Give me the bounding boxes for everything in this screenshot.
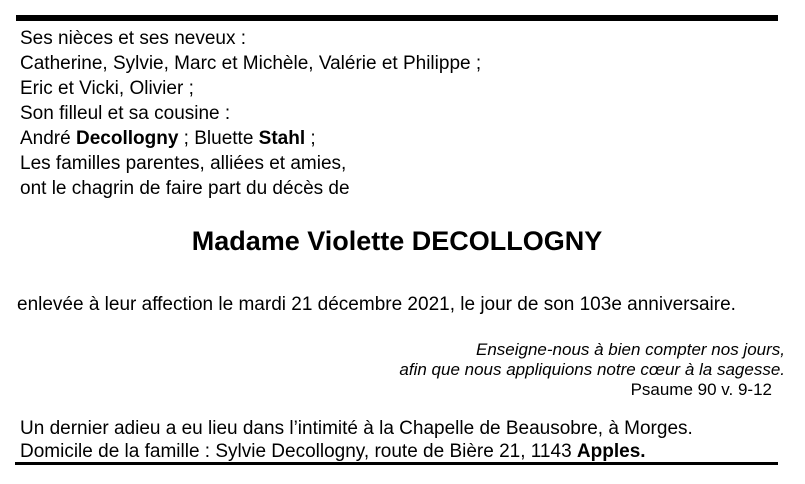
cousin-first-name: ; Bluette [178, 128, 259, 149]
family-address-line [20, 440, 693, 463]
grief-line: ont le chagrin de faire part du décès de [20, 178, 350, 199]
deceased-name-title: Madame Violette DECOLLOGNY [191, 226, 603, 256]
relatives-heading-line: Ses nièces et ses neveux : [20, 28, 247, 49]
farewell-ceremony-line: Un dernier adieu a eu lieu dans l’intimité à la Chapelle de Beausobre, à Morges. [20, 418, 693, 439]
bottom-rule [15, 462, 778, 465]
family-address-text: Domicile de la famille : Sylvie Decollogny, route de Bière 21, 1143 [20, 441, 577, 462]
nieces-nephews-line: Catherine, Sylvie, Marc et Michèle, Valérie et Philippe ; [20, 53, 482, 74]
family-address-town: Apples. [576, 441, 646, 462]
godson-cousin-line [20, 126, 481, 151]
quote-line-2: afin que nous appliquions notre cœur à la sagesse. [399, 360, 785, 379]
scripture-quote-block [399, 340, 785, 400]
families-line: Les familles parentes, alliées et amies, [20, 153, 347, 174]
quote-line-1: Enseigne-nous à bien compter nos jours, [475, 340, 785, 359]
closing-block [20, 417, 693, 463]
godson-surname: Decollogny [75, 128, 179, 149]
cousin-surname: Stahl [258, 128, 306, 149]
top-rule [16, 15, 778, 21]
godson-first-name: André [20, 128, 76, 149]
death-date-line: enlevée à leur affection le mardi 21 décembre 2021, le jour de son 103e anniversaire. [17, 294, 736, 315]
line-terminator: ; [305, 128, 316, 149]
relatives-line: Eric et Vicki, Olivier ; [20, 78, 194, 99]
intro-block [20, 26, 481, 201]
godson-cousin-heading-line: Son filleul et sa cousine : [20, 103, 231, 124]
scripture-reference: Psaume 90 v. 9-12 [630, 380, 772, 399]
